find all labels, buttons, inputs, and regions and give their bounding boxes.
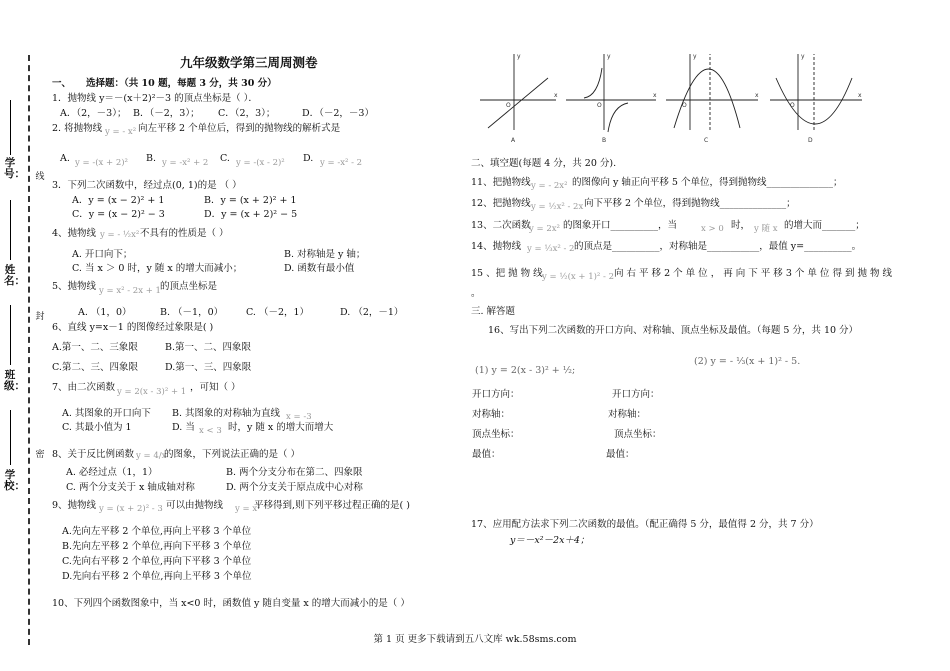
q1-stem: 1．抛物线 y＝－(x＋2)²－3 的顶点坐标是（ ）． bbox=[52, 93, 258, 104]
q3-option-d: D．y = (x + 2)² − 5 bbox=[204, 209, 298, 220]
q2-option-c: C. bbox=[220, 153, 230, 164]
q7-option-d-expr: x < 3 bbox=[199, 426, 222, 436]
name-label: 姓名： bbox=[4, 264, 25, 287]
section1-number: 一、 bbox=[52, 78, 72, 89]
q13-b: 的图象开口__________，当 bbox=[563, 220, 678, 231]
q4-option-d: D. 函数有最小值 bbox=[284, 263, 355, 274]
q2-stem-b: 向左平移 2 个单位后，得到的抛物线的解析式是 bbox=[138, 123, 341, 134]
q16-1-axis: 对称轴： bbox=[472, 409, 511, 420]
q9-option-a: A.先向左平移 2 个单位,再向上平移 3 个单位 bbox=[62, 526, 252, 537]
q1-option-a: A．（2，－3）； bbox=[60, 108, 127, 119]
school-label: 学校： bbox=[4, 469, 25, 492]
graph-c-label: C bbox=[704, 137, 709, 144]
q5-option-a: A. （1，0） bbox=[78, 307, 132, 318]
q15-b: 向 右 平 移 2 个 单 位 ， 再 向 下 平 移 3 个 单 位 得 到 抛 物 线 bbox=[614, 268, 893, 279]
q4-expr: y = - ½x² bbox=[100, 230, 140, 240]
q6-stem: 6、直线 y=x－1 的图像经过象限是( ) bbox=[52, 322, 214, 333]
q3-option-a: A．y = (x − 2)² + 1 bbox=[72, 195, 165, 206]
q16-stem: 16、写出下列二次函数的开口方向、对称轴、顶点坐标及最值。（每题 5 分，共 10 分） bbox=[488, 325, 859, 336]
q6-option-b: B.第一、二、四象限 bbox=[165, 342, 252, 353]
section1-heading: 选择题：（共 10 题，每题 3 分，共 30 分） bbox=[86, 78, 277, 89]
q9-stem-a: 9、抛物线 bbox=[52, 500, 97, 511]
q16-2-extreme: 最值： bbox=[606, 449, 635, 460]
q15-expr: y = ½(x + 1)² - 2 bbox=[542, 272, 615, 282]
q6-option-d: D.第一、三、四象限 bbox=[165, 362, 252, 373]
q16-2-axis: 对称轴： bbox=[608, 409, 647, 420]
q2-stem-a: 2. 将抛物线 bbox=[52, 123, 103, 134]
page-footer: 第 1 页 更多下载请到五八文库 wk.58sms.com bbox=[373, 634, 577, 645]
graph-a-origin: O bbox=[506, 102, 511, 109]
graph-c-origin: O bbox=[682, 102, 687, 109]
graph-a bbox=[480, 54, 556, 130]
graph-c-x: x bbox=[755, 92, 759, 99]
q2-option-b-expr: y = -x² + 2 bbox=[162, 158, 209, 168]
q15-c: 。 bbox=[471, 288, 481, 299]
q2-option-a-expr: y = -(x + 2)² bbox=[75, 158, 128, 168]
q9-option-d: D.先向右平移 2 个单位,再向上平移 3 个单位 bbox=[62, 571, 252, 582]
q2-option-d: D. bbox=[303, 153, 314, 164]
q12-expr: y = ½x² - 2x bbox=[531, 202, 584, 212]
class-label: 班级： bbox=[4, 369, 25, 392]
name-line[interactable] bbox=[10, 200, 11, 260]
q14-expr: y = ⅓x² - 2 bbox=[527, 244, 575, 254]
graph-c bbox=[666, 54, 758, 130]
q7-option-b-expr: x = -3 bbox=[286, 412, 312, 422]
q16-2-vertex: 顶点坐标： bbox=[614, 429, 662, 440]
q8-option-a: A. 必经过点（1，1） bbox=[66, 467, 158, 478]
q9-stem-c: 平移得到,则下列平移过程正确的是( ) bbox=[254, 500, 410, 511]
seal-char-2: 封 bbox=[35, 312, 45, 322]
graph-c-y: y bbox=[693, 53, 697, 60]
q1-option-d: D．（－2，－3） bbox=[302, 108, 374, 119]
graph-d-label: D bbox=[808, 137, 813, 144]
student-no-line[interactable] bbox=[10, 100, 11, 155]
q7-option-a: A. 其图象的开口向下 bbox=[62, 408, 151, 419]
graph-b-label: B bbox=[602, 137, 607, 144]
q17-stem: 17、应用配方法求下列二次函数的最值。（配正确得 5 分，最值得 2 分，共 7 分） bbox=[471, 519, 819, 530]
q4-stem-a: 4、抛物线 bbox=[52, 228, 97, 239]
q3-option-c: C．y = (x − 2)² − 3 bbox=[72, 209, 165, 220]
q7-stem-a: 7、由二次函数 bbox=[52, 382, 116, 393]
q5-expr: y = x² - 2x + 1 bbox=[99, 286, 161, 296]
q4-option-a: A. 开口向下； bbox=[72, 249, 133, 260]
section3-heading: 三. 解答题 bbox=[471, 306, 516, 317]
q5-stem-b: 的顶点坐标是 bbox=[160, 281, 218, 292]
q4-option-b: B. 对称轴是 y 轴； bbox=[284, 249, 366, 260]
q16-2-opening: 开口方向： bbox=[612, 389, 660, 400]
q9-stem-b: 可以由抛物线 bbox=[166, 500, 224, 511]
q2-expr: y = - x² bbox=[105, 127, 137, 137]
q7-option-d: D. 当 bbox=[172, 422, 195, 433]
q5-option-c: C. （－2，1） bbox=[246, 307, 310, 318]
q8-stem-b: 的图象，下列说法正确的是（ ） bbox=[164, 449, 301, 460]
q9-expr-1: y = (x + 2)² - 3 bbox=[99, 504, 163, 514]
graph-b-origin: O bbox=[597, 102, 602, 109]
q2-option-c-expr: y = -(x - 2)² bbox=[236, 158, 285, 168]
graph-b bbox=[566, 54, 656, 132]
graph-a-y: y bbox=[517, 53, 521, 60]
q8-expr: y = 4/x bbox=[136, 451, 167, 461]
q11-expr: y = - 2x² bbox=[531, 181, 568, 191]
q16-1-opening: 开口方向： bbox=[472, 389, 520, 400]
q15-a: 15 、把 抛 物 线 bbox=[471, 268, 543, 279]
q6-option-c: C.第二、三、四象限 bbox=[52, 362, 138, 373]
graph-d-y: y bbox=[801, 53, 805, 60]
page-title: 九年级数学第三周周测卷 bbox=[180, 55, 318, 70]
q13-expr-1: y = 2x² bbox=[529, 224, 560, 234]
q9-option-b: B.先向左平移 2 个单位,再向下平移 3 个单位 bbox=[62, 541, 252, 552]
q16-expr-1: (1) y = 2(x - 3)² + ½; bbox=[475, 365, 576, 376]
q12-a: 12、把抛物线 bbox=[471, 198, 531, 209]
q12-b: 向下平移 2 个单位，得到抛物线______________； bbox=[584, 198, 796, 209]
q13-d: 的增大而_______； bbox=[784, 220, 865, 231]
q5-option-b: B. （－1，0） bbox=[160, 307, 224, 318]
q16-expr-2: (2) y = - ⅓(x + 1)² - 5. bbox=[694, 356, 801, 367]
q4-option-c: C. 当 x ＞ 0 时，y 随 x 的增大而减小； bbox=[72, 263, 243, 274]
q16-1-extreme: 最值： bbox=[472, 449, 501, 460]
q17-expr: y＝－x²－2x＋4； bbox=[510, 535, 590, 546]
q11-a: 11、把抛物线 bbox=[471, 177, 531, 188]
q14-a: 14、抛物线 bbox=[471, 241, 522, 252]
q11-b: 的图像向 y 轴正向平移 5 个单位，得到抛物线______________； bbox=[572, 177, 843, 188]
seal-char-3: 密 bbox=[35, 450, 45, 460]
q7-option-d-tail: 时，y 随 x 的增大而增大 bbox=[228, 422, 334, 433]
q13-expr-3: y 随 x bbox=[754, 224, 778, 234]
seal-char-1: 线 bbox=[35, 172, 45, 182]
class-line[interactable] bbox=[10, 305, 11, 365]
q4-stem-b: 不具有的性质是（ ） bbox=[140, 228, 229, 239]
q14-b: 的顶点是__________，对称轴是___________，最值 y=__________。 bbox=[574, 241, 862, 252]
graph-d bbox=[770, 54, 862, 130]
q16-1-vertex: 顶点坐标： bbox=[472, 429, 520, 440]
q7-option-c: C. 其最小值为 1 bbox=[62, 422, 132, 433]
q9-expr-2: y = x² bbox=[235, 504, 261, 514]
q2-option-a: A. bbox=[60, 153, 70, 164]
binding-dashed-line bbox=[28, 55, 30, 645]
q2-option-d-expr: y = -x² - 2 bbox=[320, 158, 363, 168]
q6-option-a: A.第一、二、三象限 bbox=[52, 342, 138, 353]
graph-a-x: x bbox=[554, 92, 558, 99]
q8-stem-a: 8、关于反比例函数 bbox=[52, 449, 135, 460]
q3-stem: 3．下列二次函数中，经过点(0, 1)的是 （ ） bbox=[52, 180, 242, 191]
graph-d-x: x bbox=[858, 92, 862, 99]
q8-option-b: B. 两个分支分布在第二、四象限 bbox=[226, 467, 363, 478]
q8-option-c: C. 两个分支关于 x 轴成轴对称 bbox=[66, 482, 195, 493]
q5-option-d: D. （2，－1） bbox=[340, 307, 404, 318]
q3-option-b: B．y = (x + 2)² + 1 bbox=[204, 195, 297, 206]
graph-d-origin: O bbox=[790, 102, 795, 109]
q5-stem-a: 5、抛物线 bbox=[52, 281, 97, 292]
q8-option-d: D. 两个分支关于原点成中心对称 bbox=[226, 482, 363, 493]
section2-heading: 二、填空题(每题 4 分，共 20 分). bbox=[471, 158, 617, 169]
q1-option-b: B．（－2，3）； bbox=[133, 108, 200, 119]
q10-graphs bbox=[478, 50, 866, 146]
q1-option-c: C．（2，3）； bbox=[218, 108, 276, 119]
graph-b-y: y bbox=[607, 53, 611, 60]
q7-expr: y = 2(x - 3)² + 1 bbox=[117, 387, 187, 397]
q13-a: 13、二次函数 bbox=[471, 220, 531, 231]
school-line[interactable] bbox=[10, 410, 11, 465]
q9-option-c: C.先向右平移 2 个单位,再向下平移 3 个单位 bbox=[62, 556, 252, 567]
q7-option-b: B. 其图象的对称轴为直线 bbox=[172, 408, 281, 419]
q7-stem-b: ，可知（ ） bbox=[190, 382, 241, 393]
q13-expr-2: x > 0 bbox=[701, 224, 724, 234]
student-no-label: 学号： bbox=[4, 157, 25, 180]
q2-option-b: B. bbox=[146, 153, 157, 164]
q10-stem: 10、下列四个函数图象中，当 x<0 时，函数值 y 随自变量 x 的增大而减小的是（ ） bbox=[52, 598, 410, 609]
graph-a-label: A bbox=[511, 137, 516, 144]
graph-b-x: x bbox=[653, 92, 657, 99]
q13-c: 时， bbox=[731, 220, 751, 231]
